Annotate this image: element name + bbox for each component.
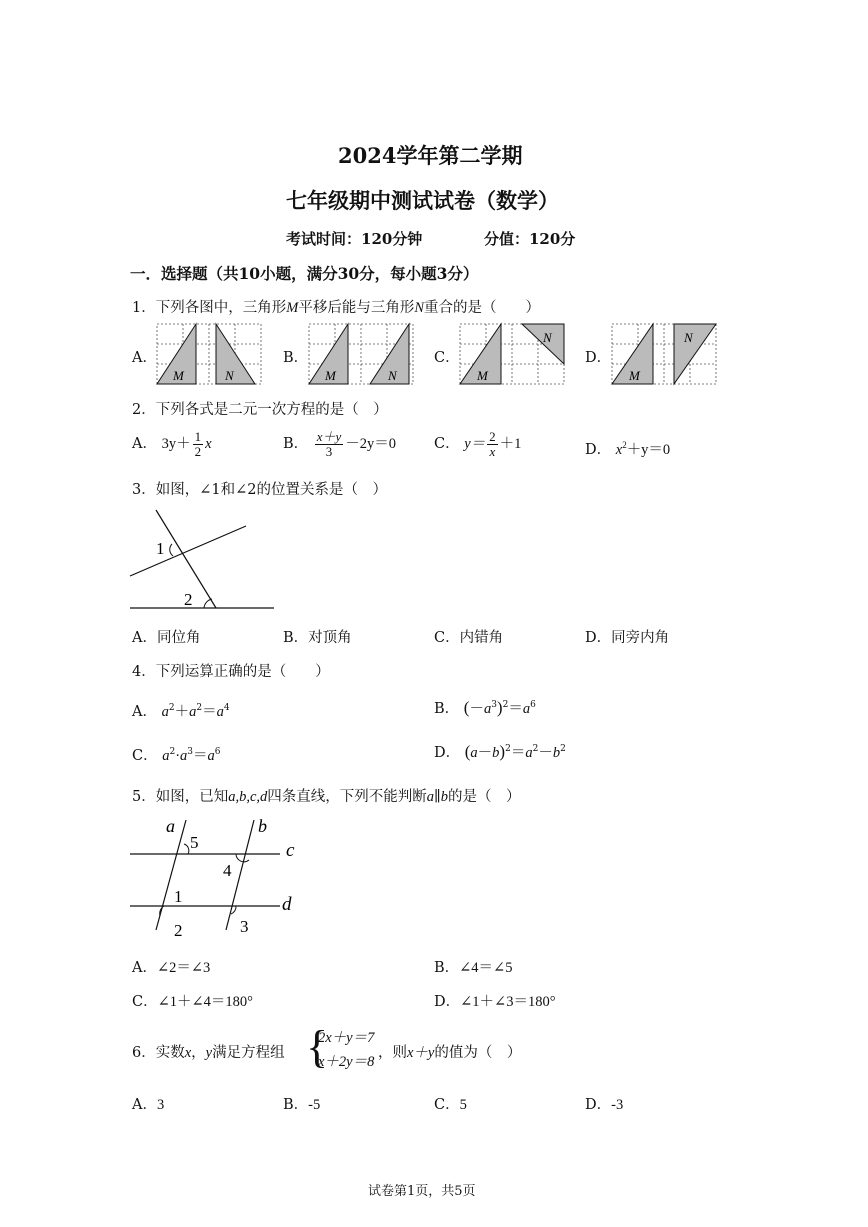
q2-b-den: 3 <box>325 443 333 459</box>
q6-system-brace: { <box>306 1021 329 1072</box>
q1a-label-m: M <box>173 368 184 383</box>
question-2-stem: 2．下列各式是二元一次方程的是（ ） <box>132 402 388 418</box>
q6-b-label: B． <box>283 1097 309 1113</box>
q1-option-a-label: A． <box>132 350 157 366</box>
q5-d-text: ∠1＋∠3＝180° <box>460 994 556 1010</box>
q5-line-a <box>156 820 186 930</box>
q5-a-text: ∠2＝∠3 <box>156 960 211 976</box>
q5-text-pre: 5．如图，已知 <box>132 789 229 805</box>
q6-expr: x＋y <box>407 1045 435 1061</box>
q5-c-label: C． <box>132 994 158 1010</box>
question-5-stem <box>132 785 521 806</box>
q4-option-c: C． $a^2\cdot a^3=a^6$ <box>132 747 221 764</box>
q5-label-b: b <box>258 816 267 836</box>
q6-text-pre: 6．实数 <box>132 1045 185 1061</box>
q5-c-text: ∠1＋∠4＝180° <box>157 994 253 1010</box>
q4-option-d: D． $(a-b)^2=a^2-b^2$ <box>434 742 566 761</box>
q3-d-text: 同旁内角 <box>611 630 670 646</box>
q3-b-text: 对顶角 <box>308 630 352 646</box>
q5-text-post: 的是（ ） <box>448 789 521 805</box>
q2-option-d <box>585 438 670 459</box>
q2-d-base: x <box>615 442 623 458</box>
q1a-triangle-n <box>216 324 255 384</box>
q2-a-label: A． <box>132 436 157 453</box>
q6-d-label: D． <box>585 1097 612 1113</box>
q4-d-label: D． <box>434 745 461 761</box>
q6-option-d <box>585 1093 623 1114</box>
q1-figure-b <box>309 324 413 384</box>
q5-label-2: 2 <box>174 921 183 940</box>
q6-text-end: 的值为（ ） <box>434 1045 522 1061</box>
q2-a-pre: 3y＋ <box>161 436 191 453</box>
q2-b-post: －2y＝0 <box>345 436 397 453</box>
q5-parallel: a∥b <box>426 789 448 805</box>
page-footer: 试卷第1页，共5页 <box>368 1184 476 1199</box>
q6-c-text: 5 <box>459 1097 467 1113</box>
q1c-label-m: M <box>477 368 488 383</box>
q5-a-label: A． <box>132 960 157 976</box>
q5-option-c <box>132 990 253 1011</box>
q2-option-a <box>132 430 212 458</box>
q5-angle4-arc <box>236 854 249 862</box>
q1-figure-c <box>460 324 564 384</box>
q3-label-1: 1 <box>156 539 165 558</box>
section-title: 一．选择题（共10小题，满分30分，每小题3分） <box>130 264 479 283</box>
q3-option-d <box>585 626 669 647</box>
q2-c-fraction <box>487 430 498 458</box>
q2-c-post: ＋1 <box>499 436 522 453</box>
q2-c-num: 2 <box>489 429 496 444</box>
q2-option-c <box>434 430 521 458</box>
q6-a-label: A． <box>132 1097 157 1113</box>
q4-option-b: B． $(-a^3)^2=a^6$ <box>434 698 536 717</box>
q6-eq1: 2x＋y＝7 <box>318 1030 375 1046</box>
q1-option-b-label: B． <box>283 350 309 366</box>
q5-label-3: 3 <box>240 917 249 936</box>
q6-var-x: x <box>184 1045 192 1061</box>
question-1-stem <box>132 296 540 317</box>
question-6-stem-post <box>378 1041 521 1062</box>
q6-d-text: -3 <box>611 1097 624 1113</box>
q1-var-n: N <box>414 300 424 316</box>
q1-option-c-label: C． <box>434 350 460 366</box>
q5-option-b <box>434 956 512 977</box>
q3-c-label: C． <box>434 630 460 646</box>
q2-a-num: 1 <box>194 429 202 444</box>
q2-b-label: B． <box>283 436 309 453</box>
q6-sep: ， <box>191 1045 206 1061</box>
q5-angle5-arc <box>184 844 189 854</box>
exam-time: 考试时间：120分钟 <box>286 230 423 248</box>
question-3-stem: 3．如图，∠1和∠2的位置关系是（ ） <box>132 482 387 498</box>
q1d-label-n: N <box>684 330 693 345</box>
q5-vars: a,b,c,d <box>228 789 268 805</box>
q6-option-a <box>132 1093 164 1114</box>
q5-b-label: B． <box>434 960 460 976</box>
q6-var-y: y <box>205 1045 213 1061</box>
q3-a-label: A． <box>132 630 157 646</box>
q2-c-den: x <box>489 443 496 459</box>
q2-a-fraction <box>193 430 204 458</box>
q5-b-text: ∠4＝∠5 <box>459 960 513 976</box>
q6-option-c <box>434 1093 467 1114</box>
q6-eq2: x＋2y＝8 <box>318 1054 375 1070</box>
q4-c-label: C． <box>132 748 158 764</box>
question-4-stem: 4．下列运算正确的是（ ） <box>132 664 330 680</box>
q5-label-1: 1 <box>174 887 183 906</box>
q3-a-text: 同位角 <box>156 630 201 646</box>
q3-angle1-arc <box>170 544 173 556</box>
q3-line-upper <box>130 526 246 576</box>
q5-text-mid: 四条直线，下列不能判断 <box>267 789 427 805</box>
q6-text-post: ，则 <box>378 1045 407 1061</box>
q1-figure-d <box>612 324 716 384</box>
q2-c-label: C． <box>434 436 460 453</box>
q5-option-d <box>434 990 556 1011</box>
q3-figure <box>128 506 278 612</box>
q1d-label-m: M <box>629 368 640 383</box>
title-line-2: 七年级期中测试试卷（数学） <box>286 188 559 213</box>
q6-a-text: 3 <box>156 1097 165 1113</box>
question-6-stem-pre <box>132 1041 285 1062</box>
title-line-1: 2024学年第二学期 <box>338 143 523 168</box>
q2-d-exp: 2 <box>622 440 627 451</box>
q5-figure <box>128 812 308 942</box>
q5-option-a <box>132 956 210 977</box>
exam-score: 分值：120分 <box>484 230 576 248</box>
q1-text-post: 重合的是（ ） <box>424 300 540 316</box>
q2-b-fraction <box>315 430 344 458</box>
q1c-label-n: N <box>543 330 552 345</box>
q6-b-text: -5 <box>308 1097 321 1113</box>
q3-option-c <box>434 626 503 647</box>
q1-var-m: M <box>286 300 299 316</box>
q2-d-post: ＋y＝0 <box>626 442 671 458</box>
q3-d-label: D． <box>585 630 612 646</box>
q1-number: 1． <box>132 300 156 316</box>
q2-a-post: x <box>205 436 212 453</box>
q5-d-label: D． <box>434 994 461 1010</box>
q1-text-mid: 平移后能与三角形 <box>298 300 415 316</box>
q2-a-den: 2 <box>194 443 202 459</box>
q3-c-text: 内错角 <box>459 630 504 646</box>
q1-text-pre: 下列各图中，三角形 <box>155 300 287 316</box>
q1a-label-n: N <box>225 368 234 383</box>
q2-option-b <box>283 430 396 458</box>
q4-option-a: A． $a^2+a^2=a^4$ <box>132 703 230 720</box>
q3-b-label: B． <box>283 630 309 646</box>
q5-label-d: d <box>282 894 292 915</box>
q3-label-2: 2 <box>184 590 193 609</box>
q1-figure-a <box>157 324 261 384</box>
q1b-label-n: N <box>388 368 397 383</box>
q3-option-a <box>132 626 200 647</box>
q6-option-b <box>283 1093 320 1114</box>
q1-option-d-label: D． <box>585 350 612 366</box>
q5-label-a: a <box>166 816 175 836</box>
q2-b-num: x＋y <box>316 429 342 444</box>
q5-label-4: 4 <box>223 861 232 880</box>
q1b-label-m: M <box>325 368 336 383</box>
q2-c-pre: y＝ <box>464 436 486 453</box>
q6-c-label: C． <box>434 1097 460 1113</box>
q2-d-label: D． <box>585 442 612 458</box>
q1d-triangle-n <box>674 324 716 384</box>
q3-option-b <box>283 626 352 647</box>
q6-text-mid: 满足方程组 <box>212 1045 285 1061</box>
q4-a-label: A． <box>132 704 157 720</box>
q5-label-c: c <box>286 840 295 861</box>
q4-b-label: B． <box>434 701 460 717</box>
q5-label-5: 5 <box>190 833 199 852</box>
